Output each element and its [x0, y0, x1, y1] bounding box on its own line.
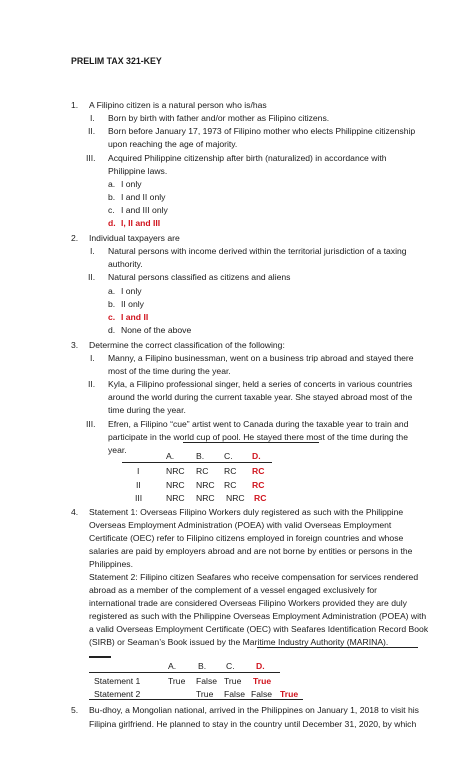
question-number: 5. — [71, 705, 79, 715]
choice-text: I only — [121, 286, 142, 296]
item-text: Born by birth with father and/or mother as Filipino citizens. — [108, 113, 330, 123]
table-rule — [122, 462, 272, 463]
roman-numeral: III. — [86, 419, 96, 429]
question-number: 2. — [71, 233, 79, 243]
question-line: Filipina girlfriend. He planned to stay in the country until December 31, 2020, by which — [89, 719, 417, 729]
choice-text: I and II only — [121, 192, 166, 202]
question-stem: A Filipino citizen is a natural person who is/has — [89, 100, 267, 110]
statement-line: (SIRB) or Seaman’s Book issued by the Maritime Industry Authority (MARINA). — [89, 637, 389, 647]
choice-letter: a. — [108, 179, 116, 189]
item-text: authority. — [108, 259, 143, 269]
answer-choice-text: I, II and III — [121, 218, 161, 228]
item-text: Kyla, a Filipino professional singer, held a series of concerts in various countries — [108, 379, 413, 389]
choice-text: II only — [121, 299, 144, 309]
question-number: 3. — [71, 340, 79, 350]
underline-mark — [183, 442, 319, 443]
item-text: Philippine laws. — [108, 166, 168, 176]
statement-line: international trade are considered Overseas Filipino Workers provided they are duly — [89, 598, 407, 608]
table-header: C. — [224, 451, 233, 461]
item-text: participate in the world cup of pool. He stayed there most of the time during the — [108, 432, 408, 442]
statement-line: Overseas Employment Administration (POEA) with valid Overseas Employment — [89, 520, 392, 530]
statement-line: registered as such with the Philippine Overseas Employment Administration (POEA) with — [89, 611, 427, 621]
choice-letter: a. — [108, 286, 116, 296]
choice-letter: b. — [108, 192, 116, 202]
statement-line: Philippines. — [89, 559, 133, 569]
roman-numeral: II. — [88, 126, 96, 136]
question-stem: Individual taxpayers are — [89, 233, 180, 243]
table-header: A. — [168, 661, 177, 671]
statement-line: Certificate (OEC) refer to Filipino citizens employed in foreign countries and whose — [89, 533, 404, 543]
item-text: year. — [108, 445, 127, 455]
question-number: 1. — [71, 100, 79, 110]
row-label: Statement 1 — [94, 676, 141, 686]
answer-cell: True — [253, 676, 272, 686]
table-rule — [89, 699, 303, 700]
table-cell: False — [224, 689, 246, 699]
roman-numeral: I. — [90, 353, 95, 363]
answer-header: D. — [252, 451, 261, 461]
item-text: upon reaching the age of majority. — [108, 139, 238, 149]
table-cell: NRC — [196, 480, 215, 490]
row-label: I — [137, 466, 140, 476]
table-cell: NRC — [166, 493, 185, 503]
choice-text: I only — [121, 179, 142, 189]
table-cell: RC — [196, 466, 209, 476]
underline-mark — [89, 656, 111, 658]
table-cell: NRC — [166, 466, 185, 476]
choice-letter: c. — [108, 205, 115, 215]
statement-line: Statement 2: Filipino citizen Seafares who receive compensation for services rendered — [89, 572, 419, 582]
choice-text: I and III only — [121, 205, 168, 215]
choice-letter: d. — [108, 325, 116, 335]
roman-numeral: I. — [90, 246, 95, 256]
table-cell: NRC — [226, 493, 245, 503]
item-text: Acquired Philippine citizenship after birth (naturalized) in accordance with — [108, 153, 387, 163]
roman-numeral: I. — [90, 113, 95, 123]
item-text: Natural persons with income derived within the territorial jurisdiction of a taxing — [108, 246, 407, 256]
answer-choice-letter: c. — [108, 312, 116, 322]
item-text: around the world during the current taxable year. She stayed abroad most of the — [108, 392, 413, 402]
question-stem: Determine the correct classification of the following: — [89, 340, 285, 350]
answer-choice-text: I and II — [121, 312, 149, 322]
table-cell: NRC — [196, 493, 215, 503]
choice-letter: b. — [108, 299, 116, 309]
statement-line: a valid Overseas Employment Certificate (OEC) with Seafares Identification Record Book — [89, 624, 429, 634]
roman-numeral: II. — [88, 379, 96, 389]
item-text: Natural persons classified as citizens and aliens — [108, 272, 291, 282]
statement-line: Statement 1: Overseas Filipino Workers duly registered as such with the Philippine — [89, 507, 404, 517]
row-label: II — [136, 480, 141, 490]
table-cell: RC — [224, 466, 237, 476]
row-label: Statement 2 — [94, 689, 141, 699]
item-text: Efren, a Filipino “cue” artist went to Canada during the taxable year to train and — [108, 419, 409, 429]
answer-cell: True — [280, 689, 299, 699]
table-header: A. — [166, 451, 175, 461]
item-text: time during the year. — [108, 405, 186, 415]
underline-mark — [257, 647, 418, 648]
document-title: PRELIM TAX 321-KEY — [71, 56, 162, 66]
table-cell: False — [196, 676, 218, 686]
answer-choice-letter: d. — [108, 218, 116, 228]
question-number: 4. — [71, 507, 79, 517]
item-text: Born before January 17, 1973 of Filipino mother who elects Philippine citizenship — [108, 126, 416, 136]
table-header: B. — [198, 661, 207, 671]
roman-numeral: II. — [88, 272, 96, 282]
table-cell: NRC — [166, 480, 185, 490]
answer-cell: RC — [252, 480, 265, 490]
table-cell: False — [251, 689, 273, 699]
table-header: C. — [226, 661, 235, 671]
statement-line: abroad as a member of the complement of a vessel engaged exclusively for — [89, 585, 378, 595]
item-text: most of the time during the year. — [108, 366, 231, 376]
answer-cell: RC — [252, 466, 265, 476]
statement-line: salaries are paid by employers abroad and are not borne by entities or persons in the — [89, 546, 413, 556]
table-header: B. — [196, 451, 205, 461]
table-rule — [89, 672, 280, 673]
table-cell: True — [224, 676, 242, 686]
row-label: III — [135, 493, 143, 503]
answer-cell: RC — [254, 493, 267, 503]
answer-header: D. — [256, 661, 265, 671]
table-cell: True — [196, 689, 214, 699]
table-cell: RC — [224, 480, 237, 490]
roman-numeral: III. — [86, 153, 96, 163]
question-line: Bu-dhoy, a Mongolian national, arrived in the Philippines on January 1, 2018 to visit his — [89, 705, 419, 715]
table-cell: True — [168, 676, 186, 686]
choice-text: None of the above — [121, 325, 192, 335]
item-text: Manny, a Filipino businessman, went on a business trip abroad and stayed there — [108, 353, 414, 363]
